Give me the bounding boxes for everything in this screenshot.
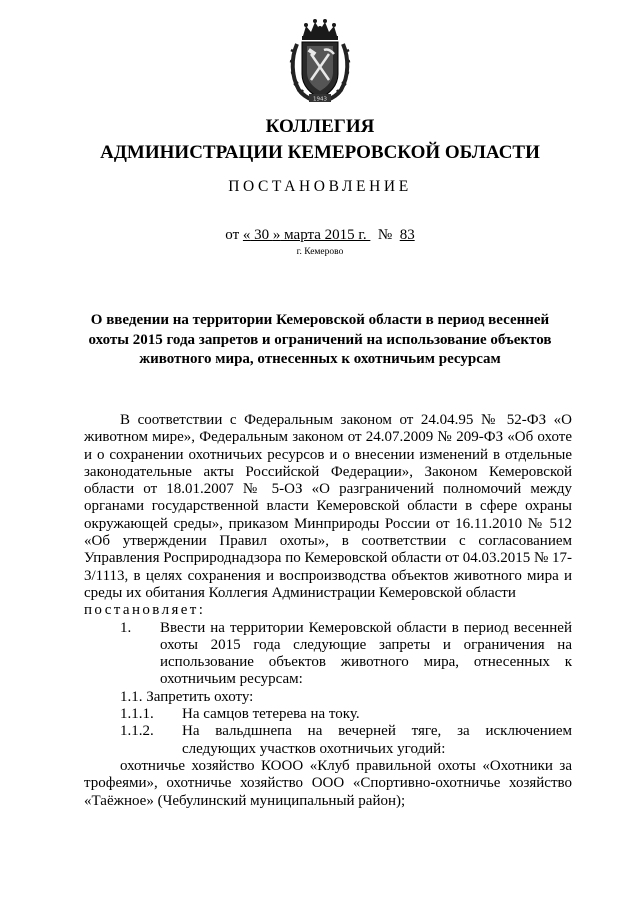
item-1-1-1-text: На самцов тетерева на току.: [182, 706, 360, 723]
item-1: [84, 620, 572, 689]
date-line: [0, 227, 640, 244]
item-1-1-2-number: 1.1.2.: [120, 723, 154, 740]
item-1-number: 1.: [120, 619, 132, 636]
date-prefix: от: [225, 227, 240, 243]
document-type: ПОСТАНОВЛЕНИЕ: [228, 178, 412, 195]
city-label: г. Кемерово: [296, 247, 344, 257]
item-1-text: Ввести на территории Кемеровской области в период весенней охоты 2015 года следующие запреты и ограничения на использование объектов животного мира, отнесенных к охотничьим ресурсам:: [160, 619, 572, 688]
date-month-year: марта 2015 г.: [280, 227, 371, 243]
exception-paragraph: охотничье хозяйство КООО «Клуб правильной охоты «Охотники за трофеями», охотничье хозяйство ООО «Спортивно-охотничье хозяйство «Таёжное» (Чебулинский муниципальный район);: [84, 757, 572, 809]
coat-of-arms-icon: [289, 18, 351, 104]
number-sign: №: [377, 227, 393, 243]
decree-word: постановляет:: [84, 602, 206, 619]
item-1-1-2: [84, 723, 572, 758]
preamble-paragraph: В соответствии с Федеральным законом от 24.04.95 № 52-ФЗ «О животном мире», Федеральным законом от 24.07.2009 № 209-ФЗ «Об охоте и о сохранении охотничьих ресурсов и о внесении изменений в отдельные законодательные акты Российской Федерации», Законом Кемеровской области от 18.01.2007 № 5-ОЗ «О разграничений полномочий между органами государственной власти Кемеровской области в сфере охраны окружающей среды», приказом Минприроды России от 16.11.2010 № 512 «Об утверждении Правил охоты», в соответствии с согласованием Управления Росприроднадзора по Кемеровской области от 04.03.2015 № 17-3/1113, в целях сохранения и воспроизводства объектов животного мира и среды их обитания Коллегия Администрации Кемеровской области: [84, 412, 572, 601]
header-line-administration: АДМИНИСТРАЦИИ КЕМЕРОВСКОЙ ОБЛАСТИ: [100, 142, 540, 163]
document-title: О введении на территории Кемеровской области в период весенней охоты 2015 года запретов и ограничений на использование объектов животного мира, отнесенных к охотничьим ресурсам: [88, 312, 552, 367]
date-day: 30: [250, 227, 273, 243]
date-close-quote: »: [272, 227, 281, 243]
document-number: 83: [399, 227, 415, 243]
item-1-1: 1.1. Запретить охоту:: [120, 688, 254, 705]
document-body: [84, 412, 572, 810]
emblem-inscription: 1943: [313, 96, 327, 103]
item-1-1-1-number: 1.1.1.: [120, 706, 154, 723]
item-1-1-1: [84, 706, 572, 723]
date-open-quote: «: [242, 227, 251, 243]
header-line-collegium: КОЛЛЕГИЯ: [265, 116, 375, 137]
item-1-1-2-text: На вальдшнепа на вечерней тяге, за исключением следующих участков охотничьих угодий:: [182, 723, 572, 757]
